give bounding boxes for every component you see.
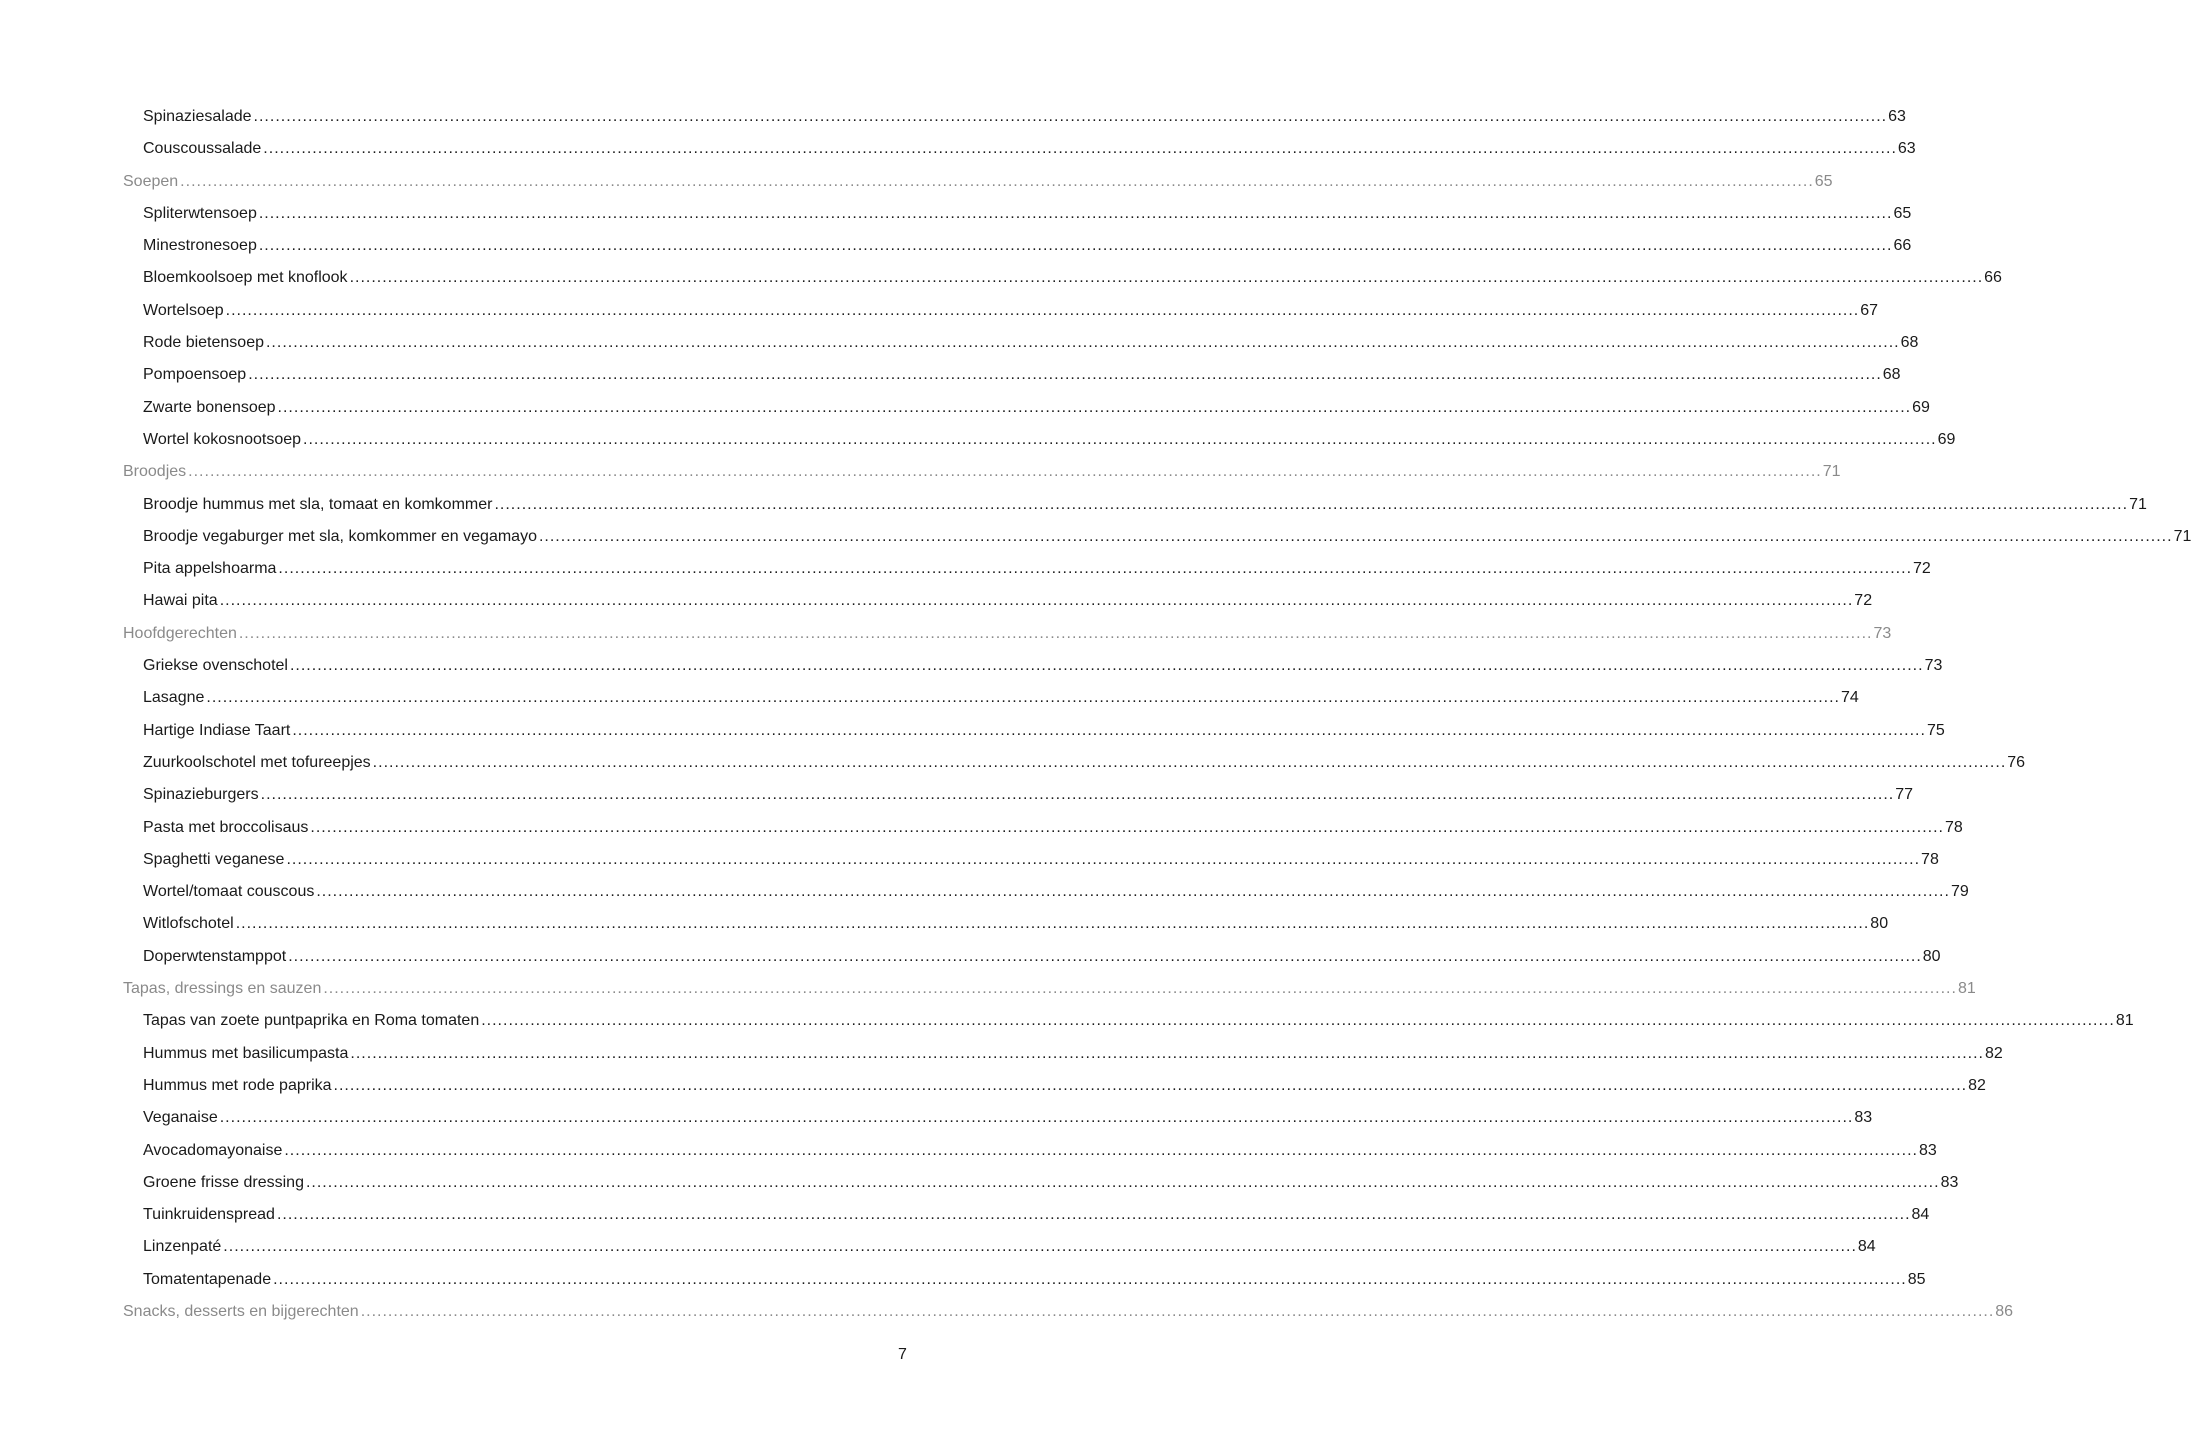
dot-leader: ............................................................................................................................................................................................................................................................................................................	[292, 721, 1926, 739]
toc-entry[interactable]	[0, 1102, 1873, 1134]
toc-entry-page: 65	[1814, 172, 1833, 190]
toc-entry[interactable]	[0, 682, 1859, 714]
toc-entry[interactable]	[0, 585, 1873, 617]
toc-entry[interactable]	[0, 1070, 1986, 1102]
toc-entry-page: 80	[1870, 915, 1889, 933]
toc-entry-title: Lasagne	[143, 689, 205, 707]
toc-entry-page: 72	[1913, 560, 1931, 578]
toc-entry[interactable]	[0, 327, 1919, 359]
toc-entry-title: Pompoensoep	[143, 366, 247, 384]
toc-entry[interactable]	[0, 876, 1969, 908]
dot-leader: ............................................................................................................................................................................................................................................................................................................	[277, 398, 1912, 416]
toc-section-heading[interactable]	[0, 973, 1976, 1005]
dot-leader: ............................................................................................................................................................................................................................................................................................................	[286, 850, 1921, 868]
toc-entry-title: Tapas, dressings en sauzen	[123, 980, 322, 998]
toc-entry[interactable]	[0, 844, 1939, 876]
toc-entry[interactable]	[0, 489, 2147, 521]
page-number: 7	[898, 1346, 907, 1363]
dot-leader: ............................................................................................................................................................................................................................................................................................................	[494, 495, 2129, 513]
toc-entry-page: 74	[1840, 689, 1859, 707]
toc-entry[interactable]	[0, 779, 1914, 811]
toc-entry[interactable]	[0, 1135, 1937, 1167]
toc-entry-page: 63	[1888, 108, 1906, 125]
toc-entry-page: 85	[1907, 1270, 1926, 1288]
toc-entry-page: 86	[1995, 1302, 2014, 1320]
dot-leader: ............................................................................................................................................................................................................................................................................................................	[333, 1076, 1968, 1094]
toc-entry-page: 68	[1900, 334, 1919, 352]
dot-leader: ............................................................................................................................................................................................................................................................................................................	[258, 204, 1893, 222]
toc-entry-page: 83	[1918, 1141, 1937, 1159]
toc-entry[interactable]	[0, 650, 1943, 682]
toc-entry[interactable]	[0, 908, 1889, 940]
toc-entry-title: Spinazieburgers	[143, 786, 259, 804]
dot-leader: ............................................................................................................................................................................................................................................................................................................	[289, 657, 1924, 675]
toc-entry-title: Spaghetti veganese	[143, 850, 285, 868]
toc-entry[interactable]	[0, 230, 1912, 262]
dot-leader: ............................................................................................................................................................................................................................................................................................................	[310, 818, 1944, 836]
toc-entry-title: Minestronesoep	[143, 237, 257, 255]
toc-entry-title: Groene frisse dressing	[143, 1173, 304, 1191]
toc-entry[interactable]	[0, 101, 1906, 133]
dot-leader: ............................................................................................................................................................................................................................................................................................................	[284, 1141, 1918, 1159]
toc-entry-title: Hoofdgerechten	[123, 624, 237, 642]
dot-leader: ............................................................................................................................................................................................................................................................................................................	[288, 947, 1922, 965]
toc-entry-title: Tomatentapenade	[143, 1270, 272, 1288]
dot-leader: ............................................................................................................................................................................................................................................................................................................	[360, 1302, 1995, 1320]
dot-leader: ............................................................................................................................................................................................................................................................................................................	[223, 1238, 1857, 1256]
toc-entry-page: 84	[1857, 1238, 1876, 1256]
toc-entry-page: 71	[2173, 527, 2191, 545]
toc-entry-title: Pita appelshoarma	[143, 560, 277, 578]
dot-leader: ............................................................................................................................................................................................................................................................................................................	[253, 108, 1888, 125]
toc-entry-title: Wortelsoep	[143, 301, 224, 319]
toc-entry-page: 83	[1940, 1173, 1959, 1191]
toc-entry-title: Avocadomayonaise	[143, 1141, 283, 1159]
toc-entry[interactable]	[0, 262, 2002, 294]
dot-leader: ............................................................................................................................................................................................................................................................................................................	[349, 269, 1984, 287]
toc-entry-page: 72	[1854, 592, 1873, 610]
toc-entry-title: Hummus met rode paprika	[143, 1076, 332, 1094]
dot-leader: ............................................................................................................................................................................................................................................................................................................	[303, 430, 1937, 448]
dot-leader: ............................................................................................................................................................................................................................................................................................................	[323, 980, 1957, 998]
dot-leader: ............................................................................................................................................................................................................................................................................................................	[276, 1206, 1911, 1224]
toc-entry-title: Pasta met broccolisaus	[143, 818, 309, 836]
toc-entry[interactable]	[0, 812, 1963, 844]
toc-entry-page: 81	[2115, 1012, 2134, 1030]
dot-leader: ............................................................................................................................................................................................................................................................................................................	[248, 366, 1882, 384]
toc-entry-page: 69	[1912, 398, 1930, 416]
dot-leader: ............................................................................................................................................................................................................................................................................................................	[305, 1173, 1940, 1191]
toc-entry-page: 76	[2007, 753, 2026, 771]
dot-leader: ............................................................................................................................................................................................................................................................................................................	[350, 1044, 1984, 1062]
toc-entry-page: 71	[1822, 463, 1841, 481]
toc-entry-page: 75	[1926, 721, 1945, 739]
dot-leader: ............................................................................................................................................................................................................................................................................................................	[372, 753, 2007, 771]
dot-leader: ............................................................................................................................................................................................................................................................................................................	[538, 527, 2173, 545]
dot-leader: ............................................................................................................................................................................................................................................................................................................	[260, 786, 1895, 804]
toc-entry-title: Linzenpaté	[143, 1238, 222, 1256]
toc-entry[interactable]	[0, 133, 1916, 165]
toc-entry[interactable]	[0, 941, 1941, 973]
dot-leader: ............................................................................................................................................................................................................................................................................................................	[316, 883, 1950, 901]
toc-entry-title: Tapas van zoete puntpaprika en Roma tomaten	[143, 1012, 480, 1030]
toc-entry-page: 82	[1985, 1044, 2003, 1062]
toc-entry-title: Wortel kokosnootsoep	[143, 430, 302, 448]
dot-leader: ............................................................................................................................................................................................................................................................................................................	[180, 172, 1814, 190]
toc-entry[interactable]	[0, 747, 2026, 779]
toc-entry[interactable]	[0, 1264, 1926, 1296]
toc-entry[interactable]	[0, 553, 1931, 585]
toc-entry[interactable]	[0, 1167, 1959, 1199]
dot-leader: ............................................................................................................................................................................................................................................................................................................	[219, 1109, 1854, 1127]
toc-entry-title: Zuurkoolschotel met tofureepjes	[143, 753, 371, 771]
toc-entry-title: Snacks, desserts en bijgerechten	[123, 1302, 359, 1320]
toc-entry-title: Spinaziesalade	[143, 108, 252, 125]
toc-entry-title: Broodjes	[123, 463, 187, 481]
toc-entry-title: Zwarte bonensoep	[143, 398, 276, 416]
toc-entry-page: 66	[1984, 269, 2002, 287]
toc-entry[interactable]	[0, 392, 1930, 424]
toc-entry-title: Witlofschotel	[143, 915, 234, 933]
toc-entry[interactable]	[0, 715, 1945, 747]
toc-entry-page: 78	[1921, 850, 1939, 868]
toc-entry[interactable]	[0, 198, 1912, 230]
toc-entry[interactable]	[0, 1005, 2134, 1037]
toc-entry-page: 79	[1950, 883, 1969, 901]
toc-entry-page: 82	[1968, 1076, 1986, 1094]
toc-entry-page: 69	[1937, 430, 1956, 448]
toc-entry-page: 78	[1945, 818, 1963, 836]
dot-leader: ............................................................................................................................................................................................................................................................................................................	[225, 301, 1860, 319]
toc-entry-title: Doperwtenstamppot	[143, 947, 287, 965]
dot-leader: ............................................................................................................................................................................................................................................................................................................	[481, 1012, 2115, 1030]
toc-section-heading[interactable]	[0, 456, 1841, 488]
dot-leader: ............................................................................................................................................................................................................................................................................................................	[263, 140, 1897, 158]
toc-entry-title: Veganaise	[143, 1109, 218, 1127]
dot-leader: ............................................................................................................................................................................................................................................................................................................	[258, 237, 1893, 255]
dot-leader: ............................................................................................................................................................................................................................................................................................................	[278, 560, 1913, 578]
toc-entry-title: Soepen	[123, 172, 179, 190]
toc-entry-title: Rode bietensoep	[143, 334, 264, 352]
toc-entry-title: Tuinkruidenspread	[143, 1206, 275, 1224]
toc-entry[interactable]	[0, 424, 1956, 456]
toc-entry-page: 71	[2129, 495, 2147, 513]
toc-section-heading[interactable]	[0, 166, 1833, 198]
dot-leader: ............................................................................................................................................................................................................................................................................................................	[265, 334, 1900, 352]
toc-entry-title: Hawai pita	[143, 592, 218, 610]
toc-entry[interactable]	[0, 1199, 1930, 1231]
toc-entry-page: 81	[1957, 980, 1976, 998]
table-of-contents	[0, 101, 2191, 1328]
toc-entry-page: 73	[1924, 657, 1943, 675]
dot-leader: ............................................................................................................................................................................................................................................................................................................	[206, 689, 1840, 707]
toc-entry-page: 63	[1897, 140, 1916, 158]
dot-leader: ............................................................................................................................................................................................................................................................................................................	[273, 1270, 1907, 1288]
toc-entry-title: Broodje hummus met sla, tomaat en komkommer	[143, 495, 493, 513]
toc-entry-page: 66	[1893, 237, 1912, 255]
toc-entry-title: Bloemkoolsoep met knoflook	[143, 269, 348, 287]
toc-entry-title: Couscoussalade	[143, 140, 262, 158]
toc-section-heading[interactable]	[0, 1296, 2014, 1328]
toc-entry-page: 83	[1854, 1109, 1873, 1127]
dot-leader: ............................................................................................................................................................................................................................................................................................................	[238, 624, 1873, 642]
dot-leader: ............................................................................................................................................................................................................................................................................................................	[219, 592, 1854, 610]
dot-leader: ............................................................................................................................................................................................................................................................................................................	[188, 463, 1822, 481]
toc-entry-title: Spliterwtensoep	[143, 204, 257, 222]
toc-entry-page: 80	[1922, 947, 1941, 965]
toc-entry[interactable]	[0, 521, 2191, 553]
toc-entry-title: Hummus met basilicumpasta	[143, 1044, 349, 1062]
dot-leader: ............................................................................................................................................................................................................................................................................................................	[235, 915, 1870, 933]
toc-entry-title: Griekse ovenschotel	[143, 657, 288, 675]
toc-section-heading[interactable]	[0, 618, 1892, 650]
toc-entry[interactable]	[0, 359, 1901, 391]
toc-entry[interactable]	[0, 295, 1879, 327]
toc-entry-page: 84	[1911, 1206, 1930, 1224]
toc-entry-title: Broodje vegaburger met sla, komkommer en vegamayo	[143, 527, 537, 545]
toc-entry-title: Hartige Indiase Taart	[143, 721, 291, 739]
toc-entry-page: 67	[1860, 301, 1879, 319]
toc-entry-title: Wortel/tomaat couscous	[143, 883, 315, 901]
toc-entry-page: 68	[1882, 366, 1901, 384]
toc-entry-page: 65	[1893, 204, 1912, 222]
toc-entry-page: 77	[1895, 786, 1914, 804]
toc-entry-page: 73	[1873, 624, 1892, 642]
toc-entry[interactable]	[0, 1231, 1876, 1263]
toc-entry[interactable]	[0, 1038, 2003, 1070]
